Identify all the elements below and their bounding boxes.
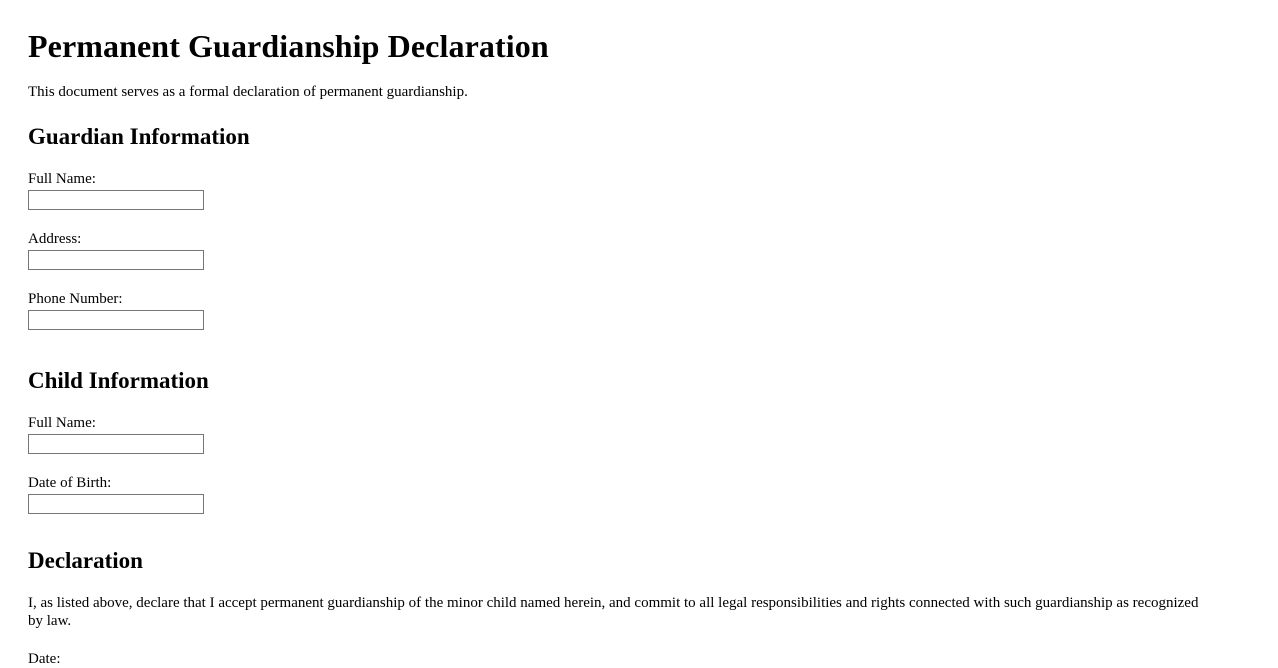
page-title: Permanent Guardianship Declaration <box>28 28 549 64</box>
guardian-phone-number-field <box>28 290 1250 330</box>
child-date-of-birth-field <box>28 474 1250 514</box>
guardian-address-field <box>28 230 1250 270</box>
declaration-heading: Declaration <box>28 547 143 573</box>
guardian-information-heading: Guardian Information <box>28 123 250 149</box>
guardian-full-name-label: Full Name: <box>28 170 96 187</box>
guardian-phone-number-label: Phone Number: <box>28 290 123 307</box>
declaration-body: I, as listed above, declare that I accept permanent guardianship of the minor child named herein, and commit to all legal responsibilities and rights connected with such guardianship as recognized by law. <box>28 594 1199 629</box>
child-full-name-field <box>28 414 1250 454</box>
intro-paragraph: This document serves as a formal declaration of permanent guardianship. <box>28 84 468 100</box>
child-full-name-input[interactable] <box>28 434 204 454</box>
guardian-phone-number-input[interactable] <box>28 310 204 330</box>
guardian-address-label: Address: <box>28 230 82 247</box>
declaration-date-label: Date: <box>28 650 61 667</box>
child-date-of-birth-label: Date of Birth: <box>28 474 112 491</box>
guardian-address-input[interactable] <box>28 250 204 270</box>
child-information-heading: Child Information <box>28 367 209 393</box>
child-date-of-birth-input[interactable] <box>28 494 204 514</box>
guardian-full-name-field <box>28 170 1250 210</box>
guardian-full-name-input[interactable] <box>28 190 204 210</box>
child-full-name-label: Full Name: <box>28 414 96 431</box>
